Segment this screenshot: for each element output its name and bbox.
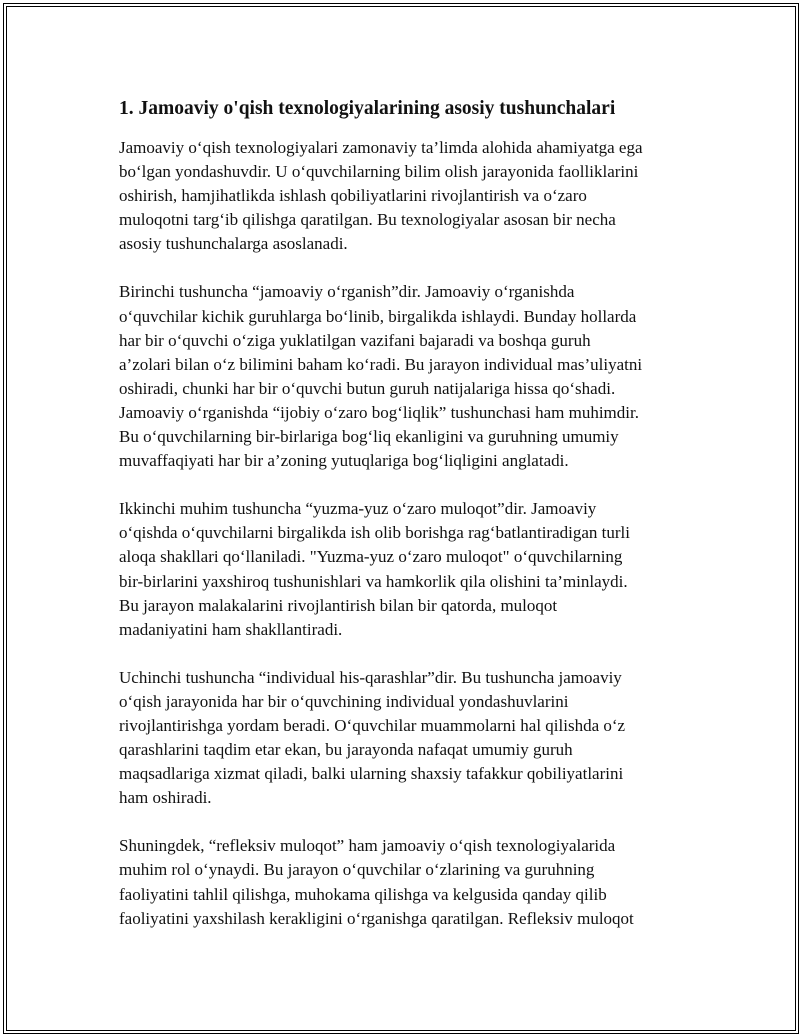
paragraph-intro: Jamoaviy o‘qish texnologiyalari zamonaviy ta’limda alohida ahamiyatga ega bo‘lgan yondashuvdir. U o‘quvchilarning bilim olish jarayonida faolliklarini oshirish, hamjihatlikda ishlash qobiliyatlarini rivojlantirish va o‘zaro muloqotni targ‘ib qilishga qaratilgan. Bu texnologiyalar asosan bir necha asosiy tushunchalarga asoslanadi. — [119, 138, 643, 254]
paragraph-individual-views: Uchinchi tushuncha “individual his-qarashlar”dir. Bu tushuncha jamoaviy o‘qish jarayonida har bir o‘quvchining individual yondashuvlarini rivojlantirishga yordam beradi. O‘quvchilar muammolarni hal qilishda o‘z qarashlarini taqdim etar ekan, bu jarayonda nafaqat umumiy guruh maqsadlariga xizmat qiladi, balki ularning shaxsiy tafakkur qobiliyatlarini ham oshiradi. — [119, 667, 626, 808]
paragraph-face-to-face: Ikkinchi muhim tushuncha “yuzma-yuz o‘zaro muloqot”dir. Jamoaviy o‘qishda o‘quvchilarni birgalikda ish olib borishga rag‘batlantiradigan turli aloqa shakllari qo‘llaniladi. "Yuzma-yuz o‘zaro muloqot" o‘quvchilarning bir-birlarini yaxshiroq tushunishlari va hamkorlik qila olishini ta’minlaydi. Bu jarayon malakalarini rivojlantirish bilan bir qatorda, muloqot madaniyatini ham shakllantiradi. — [119, 499, 630, 639]
document-body — [119, 96, 689, 955]
section-heading: 1. Jamoaviy o'qish texnologiyalarining asosiy tushunchalari — [119, 98, 616, 119]
paragraph-reflexive-communication: Shuningdek, “refleksiv muloqot” ham jamoaviy o‘qish texnologiyalarida muhim rol o‘ynaydi. Bu jarayon o‘quvchilar o‘zlarining va guruhning faoliyatini tahlil qilishga, muhokama qilishga va kelgusida qanday qilib faoliyatini yaxshilash kerakligini o‘rganishga qaratilgan. Refleksiv muloqot — [119, 836, 634, 928]
paragraph-collective-learning: Birinchi tushuncha “jamoaviy o‘rganish”dir. Jamoaviy o‘rganishda o‘quvchilar kichik guruhlarga bo‘linib, birgalikda ishlaydi. Bunday hollarda har bir o‘quvchi o‘ziga yuklatilgan vazifani bajaradi va boshqa guruh a’zolari bilan o‘z bilimini baham ko‘radi. Bu jarayon individual mas’uliyatni oshiradi, chunki har bir o‘quvchi butun guruh natijalariga hissa qo‘shadi. Jamoaviy o‘rganishda “ijobiy o‘zaro bog‘liqlik” tushunchasi ham muhimdir. Bu o‘quvchilarning bir-birlariga bog‘liq ekanligini va guruhning umumiy muvaffaqiyati har bir a’zoning yutuqlariga bog‘liqligini anglatadi. — [119, 282, 643, 471]
